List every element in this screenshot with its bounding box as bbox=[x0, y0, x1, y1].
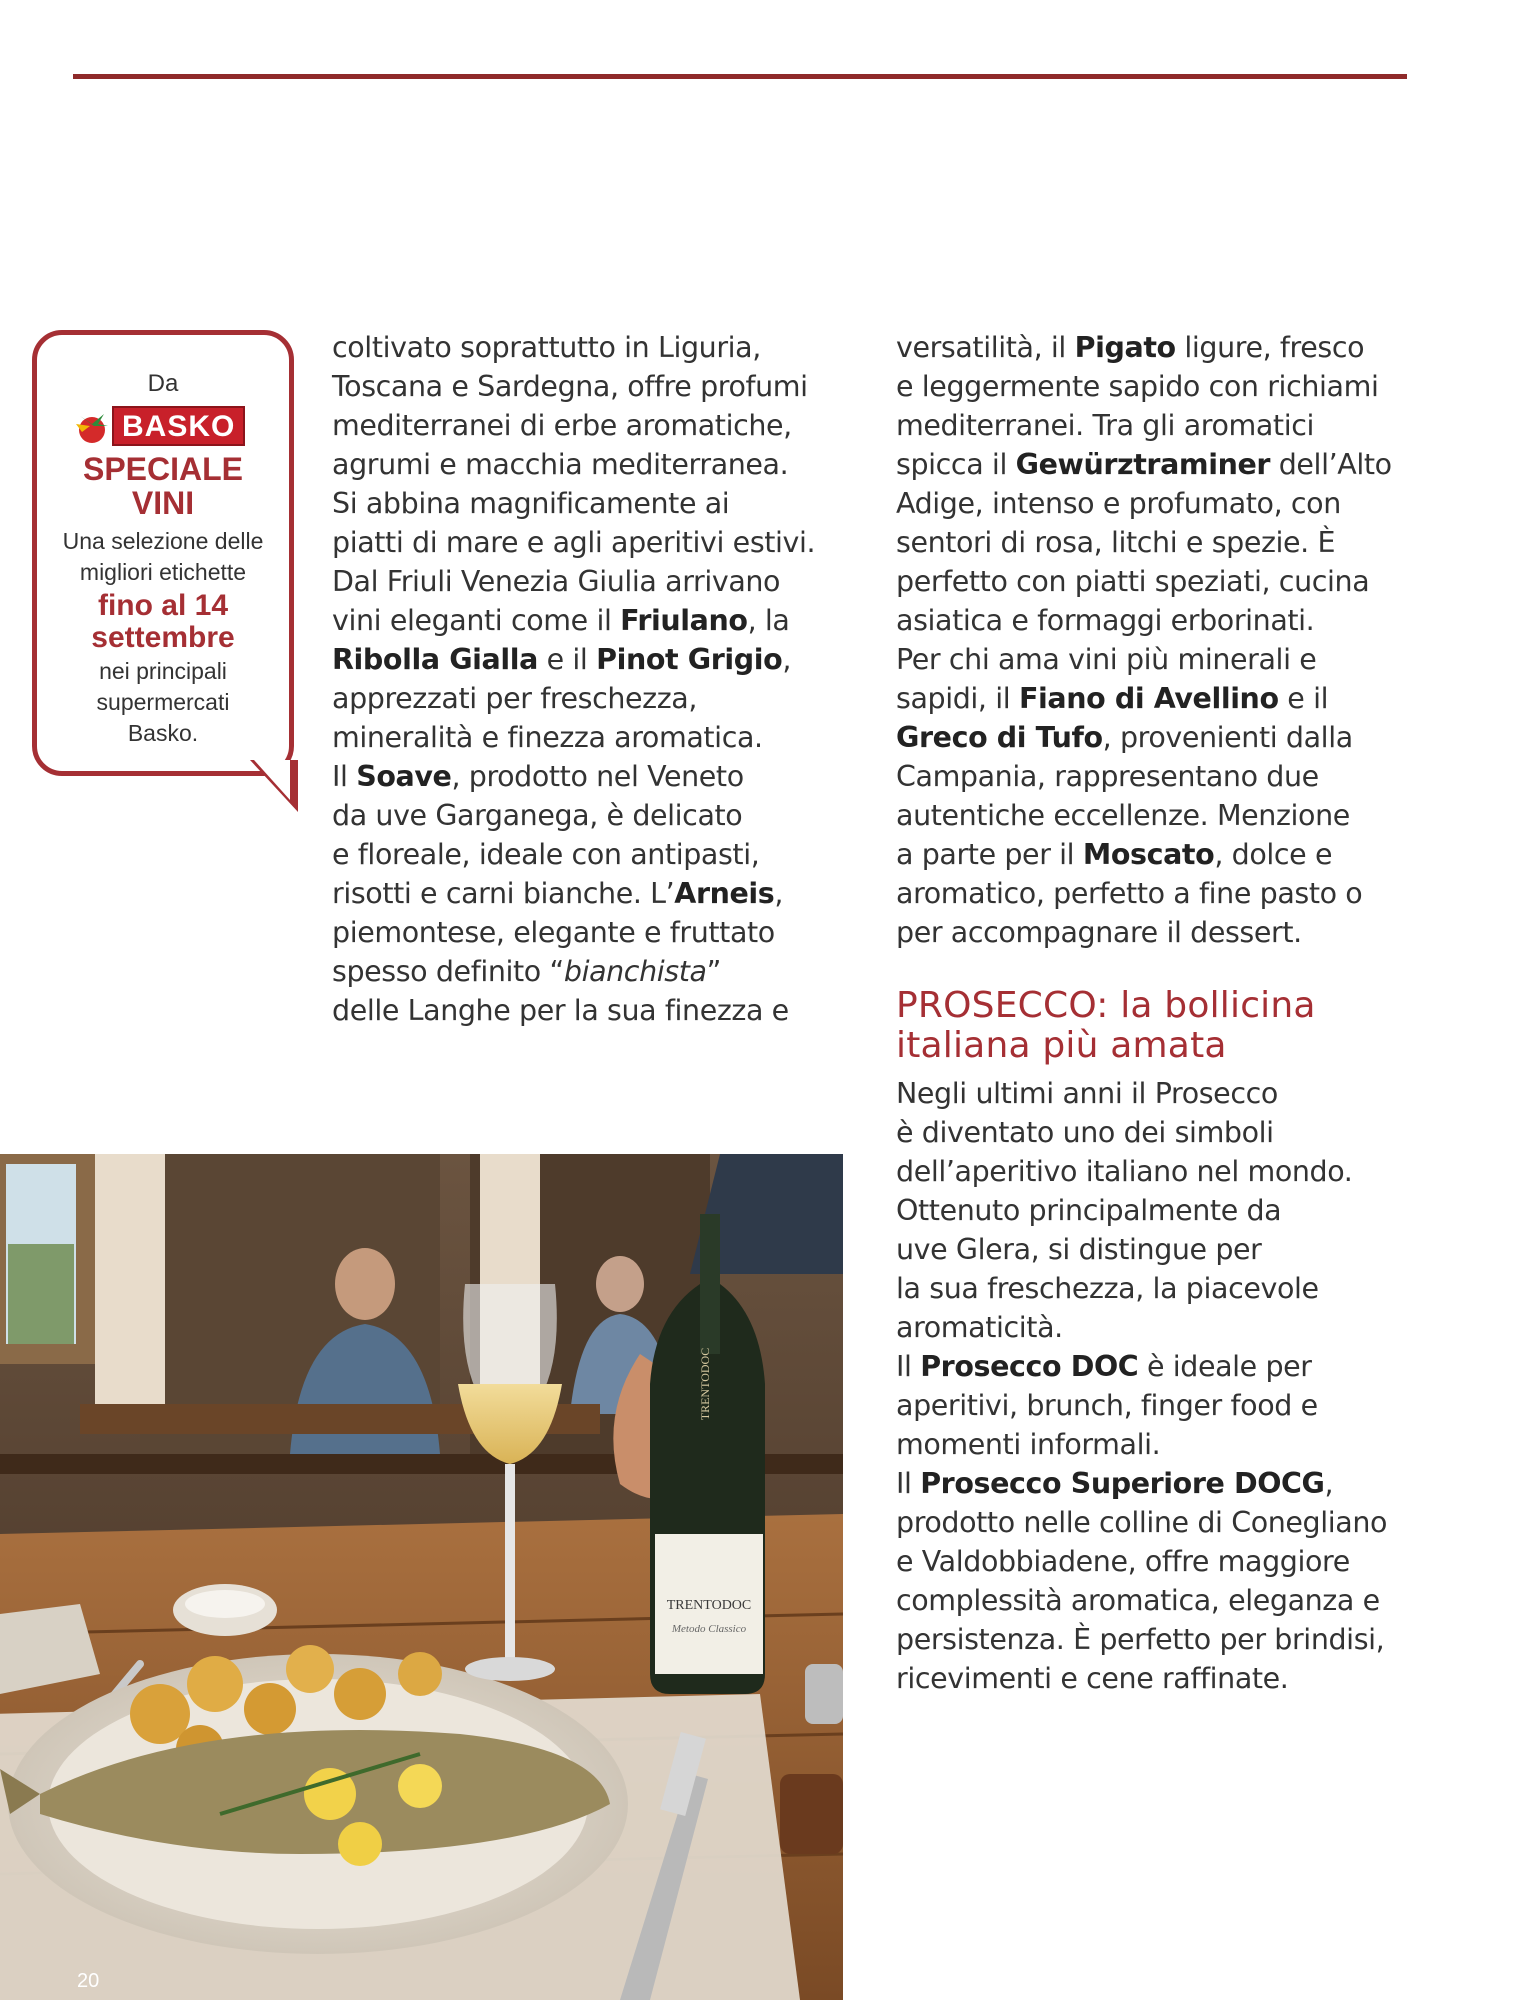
column2-line: Campania, rappresentano due bbox=[896, 760, 1319, 793]
column3-line: prodotto nelle colline di Conegliano bbox=[896, 1506, 1388, 1539]
column3-line: Il Prosecco Superiore DOCG, bbox=[896, 1467, 1334, 1500]
column2-line: mediterranei. Tra gli aromatici bbox=[896, 409, 1314, 442]
heading-line1: PROSECCO: la bollicina bbox=[896, 985, 1316, 1026]
column2-line: Per chi ama vini più minerali e bbox=[896, 643, 1317, 676]
column3-line: Il Prosecco DOC è ideale per bbox=[896, 1350, 1312, 1383]
callout-date bbox=[37, 590, 289, 654]
column1-line: Il Soave, prodotto nel Veneto bbox=[332, 760, 744, 793]
bottle-sublabel: Metodo Classico bbox=[671, 1623, 747, 1635]
column1-line: mediterranei di erbe aromatiche, bbox=[332, 409, 792, 442]
callout-date-line2: settembre bbox=[91, 621, 235, 654]
column3-line: ricevimenti e cene raffinate. bbox=[896, 1662, 1289, 1695]
promo-callout bbox=[32, 330, 294, 776]
bottle-neck-label: TRENTODOC bbox=[698, 1347, 712, 1421]
column1-line: risotti e carni bianche. L’Arneis, bbox=[332, 877, 784, 910]
column3-line: dell’aperitivo italiano nel mondo. bbox=[896, 1155, 1353, 1188]
column1-line: Toscana e Sardegna, offre profumi bbox=[332, 370, 808, 403]
column3-line: momenti informali. bbox=[896, 1428, 1161, 1461]
heading-line2: italiana più amata bbox=[896, 1025, 1227, 1066]
callout-title-line1: SPECIALE bbox=[82, 451, 244, 487]
column2-line: asiatica e formaggi erborinati. bbox=[896, 604, 1315, 637]
page-number: 20 bbox=[77, 1970, 100, 1992]
callout-title-line2: VINI bbox=[131, 485, 195, 521]
column1-line: Ribolla Gialla e il Pinot Grigio, bbox=[332, 643, 792, 676]
section-heading-prosecco bbox=[896, 986, 1316, 1066]
column2-line: Greco di Tufo, provenienti dalla bbox=[896, 721, 1353, 754]
basko-tomato-icon bbox=[72, 406, 112, 446]
callout-where-line2: supermercati bbox=[96, 689, 230, 715]
column2-line: versatilità, il Pigato ligure, fresco bbox=[896, 331, 1365, 364]
callout-selection bbox=[37, 526, 289, 588]
column3-line: aperitivi, brunch, finger food e bbox=[896, 1389, 1318, 1422]
column1-line: piatti di mare e agli aperitivi estivi. bbox=[332, 526, 816, 559]
callout-tail-inner bbox=[254, 760, 290, 800]
column1-line: coltivato soprattutto in Liguria, bbox=[332, 331, 761, 364]
callout-selection-line2: migliori etichette bbox=[79, 559, 247, 585]
photo-illustration bbox=[0, 1154, 843, 2000]
column1-line: da uve Garganega, è delicato bbox=[332, 799, 743, 832]
article-column-3 bbox=[896, 1074, 1387, 1698]
column3-line: è diventato uno dei simboli bbox=[896, 1116, 1274, 1149]
basko-logo bbox=[72, 406, 254, 446]
column2-line: spicca il Gewürztraminer dell’Alto bbox=[896, 448, 1392, 481]
top-rule bbox=[73, 74, 1407, 79]
callout-where bbox=[37, 656, 289, 749]
column1-line: mineralità e finezza aromatica. bbox=[332, 721, 763, 754]
column3-line: complessità aromatica, eleganza e bbox=[896, 1584, 1380, 1617]
column2-line: a parte per il Moscato, dolce e bbox=[896, 838, 1333, 871]
callout-where-line3: Basko. bbox=[127, 720, 199, 746]
callout-selection-line1: Una selezione delle bbox=[62, 528, 264, 554]
column1-line: delle Langhe per la sua finezza e bbox=[332, 994, 789, 1027]
basko-wordmark: BASKO bbox=[112, 406, 245, 446]
wine-dinner-photo bbox=[0, 1154, 843, 2000]
callout-date-line1: fino al 14 bbox=[97, 589, 229, 622]
column1-line: e floreale, ideale con antipasti, bbox=[332, 838, 760, 871]
column1-line: piemontese, elegante e fruttato bbox=[332, 916, 775, 949]
article-column-2 bbox=[896, 328, 1392, 952]
callout-where-line1: nei principali bbox=[99, 658, 227, 684]
column3-line: la sua freschezza, la piacevole bbox=[896, 1272, 1319, 1305]
bottle-label: TRENTODOC bbox=[666, 1598, 752, 1613]
column2-line: aromatico, perfetto a fine pasto o bbox=[896, 877, 1363, 910]
column2-line: per accompagnare il dessert. bbox=[896, 916, 1302, 949]
column2-line: sapidi, il Fiano di Avellino e il bbox=[896, 682, 1329, 715]
column3-line: aromaticità. bbox=[896, 1311, 1063, 1344]
column1-line: agrumi e macchia mediterranea. bbox=[332, 448, 789, 481]
column2-line: e leggermente sapido con richiami bbox=[896, 370, 1379, 403]
article-column-1 bbox=[332, 328, 815, 1030]
column2-line: Adige, intenso e profumato, con bbox=[896, 487, 1341, 520]
column1-line: spesso definito “bianchista” bbox=[332, 955, 721, 988]
callout-title bbox=[37, 452, 289, 520]
column2-line: autentiche eccellenze. Menzione bbox=[896, 799, 1350, 832]
callout-da: Da bbox=[147, 370, 179, 397]
column1-line: vini eleganti come il Friulano, la bbox=[332, 604, 790, 637]
column2-line: sentori di rosa, litchi e spezie. È bbox=[896, 526, 1336, 559]
column1-line: Dal Friuli Venezia Giulia arrivano bbox=[332, 565, 781, 598]
column1-line: Si abbina magnificamente ai bbox=[332, 487, 730, 520]
column1-line: apprezzati per freschezza, bbox=[332, 682, 698, 715]
column3-line: e Valdobbiadene, offre maggiore bbox=[896, 1545, 1350, 1578]
column3-line: uve Glera, si distingue per bbox=[896, 1233, 1262, 1266]
column3-line: Ottenuto principalmente da bbox=[896, 1194, 1282, 1227]
column3-line: Negli ultimi anni il Prosecco bbox=[896, 1077, 1278, 1110]
column2-line: perfetto con piatti speziati, cucina bbox=[896, 565, 1370, 598]
column3-line: persistenza. È perfetto per brindisi, bbox=[896, 1623, 1385, 1656]
